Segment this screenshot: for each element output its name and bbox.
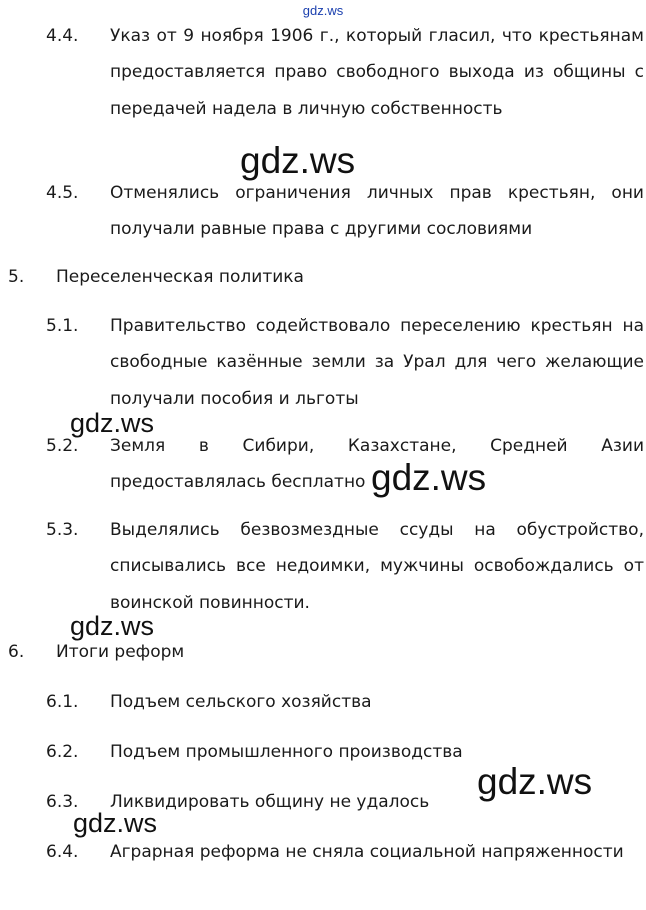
section-title: Итоги реформ — [56, 642, 185, 662]
watermark: gdz.ws — [73, 808, 158, 838]
site-watermark: gdz.ws — [302, 3, 344, 18]
item-text: Подъем сельского хозяйства — [110, 692, 372, 712]
section-number: 5. — [8, 267, 25, 287]
item-number: 6.4. — [46, 842, 79, 862]
item-text: Земля в Сибири, Казахстане, Средней Азии предоставлялась бесплатно — [110, 436, 644, 493]
list-item-5-1 — [46, 308, 644, 417]
section-heading-5 — [8, 259, 644, 295]
item-number: 5.2. — [46, 436, 79, 456]
section-number: 6. — [8, 642, 25, 662]
item-number: 6.3. — [46, 792, 79, 812]
list-item-6-4 — [46, 834, 644, 870]
item-number: 6.2. — [46, 742, 79, 762]
item-text: Аграрная реформа не сняла социальной напряженности — [110, 842, 624, 862]
section-title: Переселенческая политика — [56, 267, 304, 287]
item-number: 4.5. — [46, 183, 79, 203]
list-item-4-4 — [46, 18, 644, 127]
item-number: 4.4. — [46, 26, 79, 46]
item-number: 5.3. — [46, 520, 79, 540]
item-number: 6.1. — [46, 692, 79, 712]
item-text: Подъем промышленного производства — [110, 742, 463, 762]
item-number: 5.1. — [46, 316, 79, 336]
watermark: gdz.ws — [240, 140, 356, 181]
list-item-6-1 — [46, 684, 644, 720]
list-item-4-5 — [46, 175, 644, 248]
watermark: gdz.ws — [477, 761, 593, 802]
item-text: Выделялись безвозмездные ссуды на обустройство, списывались все недоимки, мужчины освобождались от воинской повинности. — [110, 520, 644, 613]
watermark: gdz.ws — [70, 611, 155, 641]
watermark: gdz.ws — [371, 457, 487, 498]
item-text: Ликвидировать общину не удалось — [110, 792, 430, 812]
item-text: Отменялись ограничения личных прав крестьян, они получали равные права с другими сословиями — [110, 183, 644, 240]
list-item-5-3 — [46, 512, 644, 621]
item-text: Указ от 9 ноября 1906 г., который гласил, что крестьянам предоставляется право свободного выхода из общины с передачей надела в личную собственность — [110, 26, 644, 119]
watermark: gdz.ws — [70, 408, 155, 438]
item-text: Правительство содействовало переселению крестьян на свободные казённые земли за Урал для чего желающие получали пособия и льготы — [110, 316, 644, 409]
list-item-5-2 — [46, 428, 644, 501]
